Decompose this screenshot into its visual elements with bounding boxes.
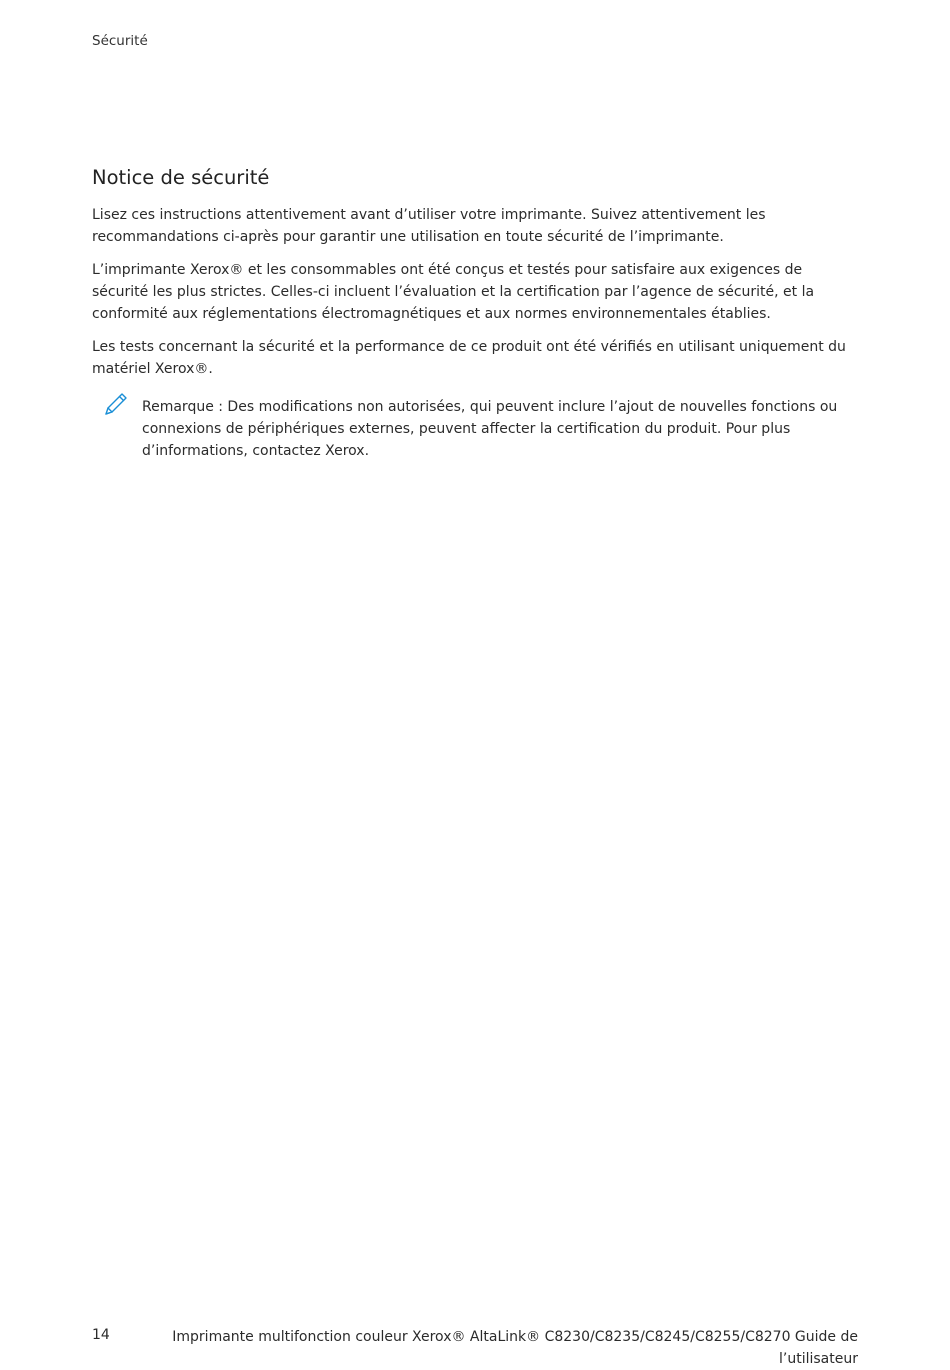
paragraph-instructions: Lisez ces instructions attentivement avant d’utiliser votre imprimante. Suivez attentivement les recommandations ci-après pour garantir une utilisation en toute sécurité de l’imprimante. [92, 207, 766, 245]
running-header: Sécurité [92, 33, 148, 49]
paragraph-compliance: L’imprimante Xerox® et les consommables ont été conçus et testés pour satisfaire aux exigences de sécurité les plus strictes. Celles-ci incluent l’évaluation et la certification par l’agence de sécurité, et la conformité aux réglementations électromagnétiques et aux normes environnementales établies. [92, 262, 815, 322]
page-title: Notice de sécurité [92, 166, 270, 189]
footer-page-number: 14 [92, 1327, 110, 1343]
footer-document-title: Imprimante multifonction couleur Xerox® AltaLink® C8230/C8235/C8245/C8255/C8270 Guide de l’utilisateur [172, 1329, 858, 1367]
note-text: Remarque : Des modifications non autorisées, qui peuvent inclure l’ajout de nouvelles fonctions ou connexions de périphériques externes, peuvent affecter la certification du produit. Pour plus d’informations, contactez Xerox. [142, 399, 838, 459]
note-block [92, 396, 858, 462]
body-content [92, 204, 858, 462]
paragraph-tests: Les tests concernant la sécurité et la performance de ce produit ont été vérifiés en utilisant uniquement du matériel Xerox®. [92, 339, 846, 377]
pencil-icon [102, 390, 130, 418]
